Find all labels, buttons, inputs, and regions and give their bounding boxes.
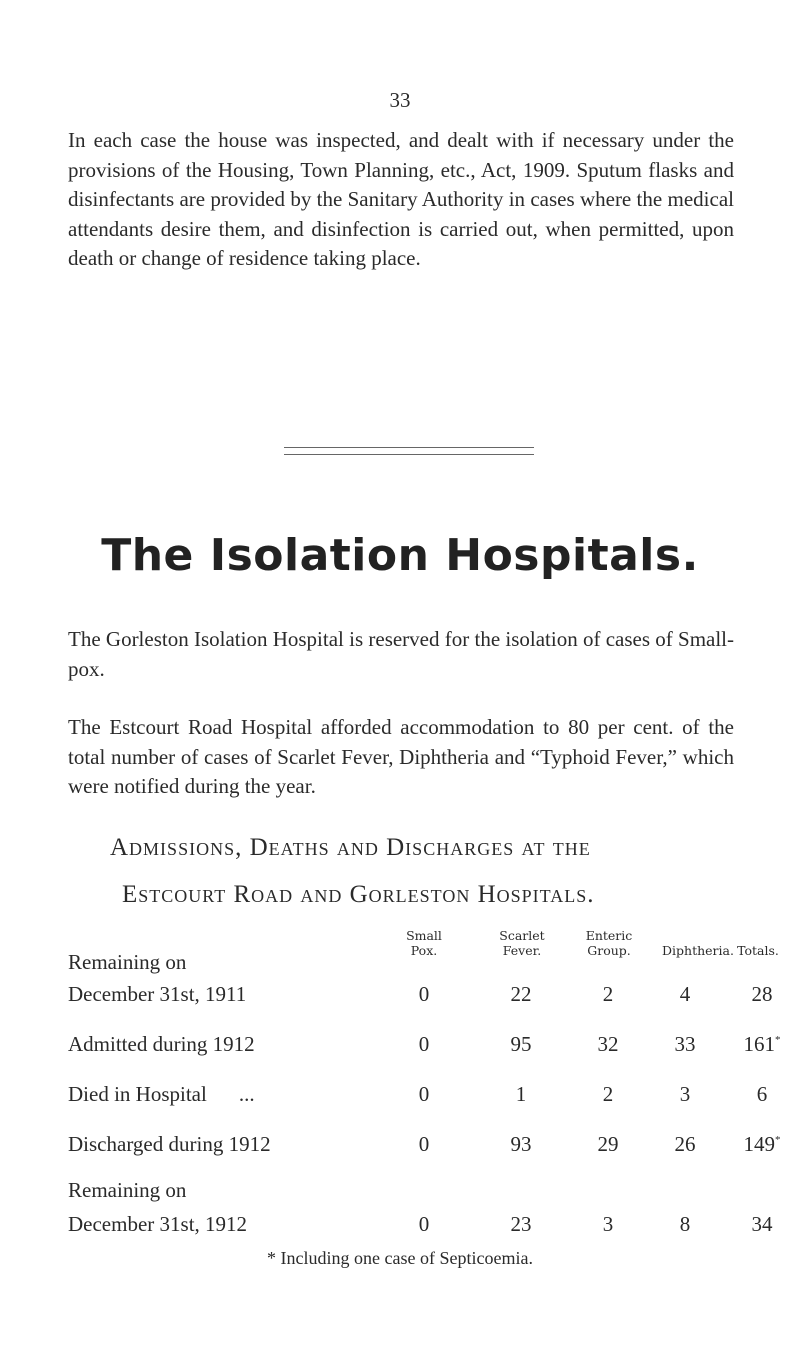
header-diphtheria: Diphtheria. [662, 943, 734, 958]
leader-dots: ... [238, 1082, 255, 1106]
cell-small-pox: 0 [418, 1082, 430, 1106]
header-scarlet-fever [490, 928, 554, 958]
paragraph-estcourt: The Estcourt Road Hospital afforded accommodation to 80 per cent. of the total number of cases of Scarlet Fever, Diphtheria and “Typhoid Fever,” which were notified during the year. [68, 715, 734, 798]
cell-totals: 28 [751, 982, 773, 1006]
row-label-died [68, 1082, 255, 1107]
header-scarlet-line2: Fever. [502, 943, 542, 958]
cell-totals [737, 1032, 787, 1057]
cell-totals: 34 [751, 1212, 773, 1236]
cell-enteric: 3 [602, 1212, 614, 1236]
row-label-remaining-1911: December 31st, 1911 [68, 982, 247, 1006]
cell-diphtheria: 3 [679, 1082, 691, 1106]
cell-totals-value: 161 [743, 1032, 775, 1056]
cell-scarlet: 93 [510, 1132, 532, 1156]
cell-scarlet: 1 [515, 1082, 527, 1106]
row-label-discharged: Discharged during 1912 [68, 1132, 271, 1156]
row-label-remaining-1912: December 31st, 1912 [68, 1212, 248, 1236]
cell-small-pox: 0 [418, 1132, 430, 1156]
section-heading: The Isolation Hospitals. [101, 530, 699, 581]
paragraph-gorleston: The Gorleston Isolation Hospital is reserved for the isolation of cases of Small-pox. [68, 627, 735, 681]
cell-enteric: 2 [602, 982, 614, 1006]
cell-totals-value: 149 [743, 1132, 775, 1156]
cell-diphtheria: 4 [679, 982, 691, 1006]
row-label-remaining-2-a: Remaining on [68, 1178, 187, 1202]
header-enteric-line1: Enteric [585, 928, 633, 943]
cell-diphtheria: 26 [674, 1132, 696, 1156]
cell-enteric: 32 [597, 1032, 619, 1056]
cell-small-pox: 0 [418, 1032, 430, 1056]
header-scarlet-line1: Scarlet [499, 928, 545, 943]
cell-small-pox: 0 [418, 982, 430, 1006]
section-divider [284, 447, 534, 455]
row-label-remaining-1-a: Remaining on [68, 950, 187, 974]
cell-enteric: 2 [602, 1082, 614, 1106]
cell-scarlet: 22 [510, 982, 532, 1006]
table-footnote: * Including one case of Septicoemia. [267, 1248, 533, 1268]
cell-diphtheria: 33 [674, 1032, 696, 1056]
header-enteric-group [576, 928, 642, 958]
table-title-line1: Admissions, Deaths and Discharges at the [110, 834, 591, 861]
footnote-marker: * [775, 1134, 781, 1146]
header-totals: Totals. [737, 943, 779, 958]
cell-totals: 6 [756, 1082, 768, 1106]
row-label-admitted: Admitted during 1912 [68, 1032, 255, 1056]
row-label-died-text: Died in Hospital [68, 1082, 207, 1106]
footnote-marker: * [775, 1034, 781, 1046]
cell-scarlet: 95 [510, 1032, 532, 1056]
header-small-pox [396, 928, 452, 958]
page-number: 33 [389, 88, 411, 112]
header-small-pox-line2: Pox. [410, 943, 438, 958]
paragraph-inspection: In each case the house was inspected, and dealt with if necessary under the provisions of the Housing, Town Planning, etc., Act, 1909. Sputum flasks and disinfectants are provided by the Sanitary Authority in cases where the medical attendants desire them, and disinfection is carried out, when permitted, upon death or change of residence taking place. [68, 128, 734, 270]
cell-small-pox: 0 [418, 1212, 430, 1236]
cell-diphtheria: 8 [679, 1212, 691, 1236]
cell-scarlet: 23 [510, 1212, 532, 1236]
cell-totals [737, 1132, 787, 1157]
header-small-pox-line1: Small [406, 928, 442, 943]
header-enteric-line2: Group. [587, 943, 631, 958]
cell-enteric: 29 [597, 1132, 619, 1156]
table-title-line2: Estcourt Road and Gorleston Hospitals. [122, 881, 595, 908]
